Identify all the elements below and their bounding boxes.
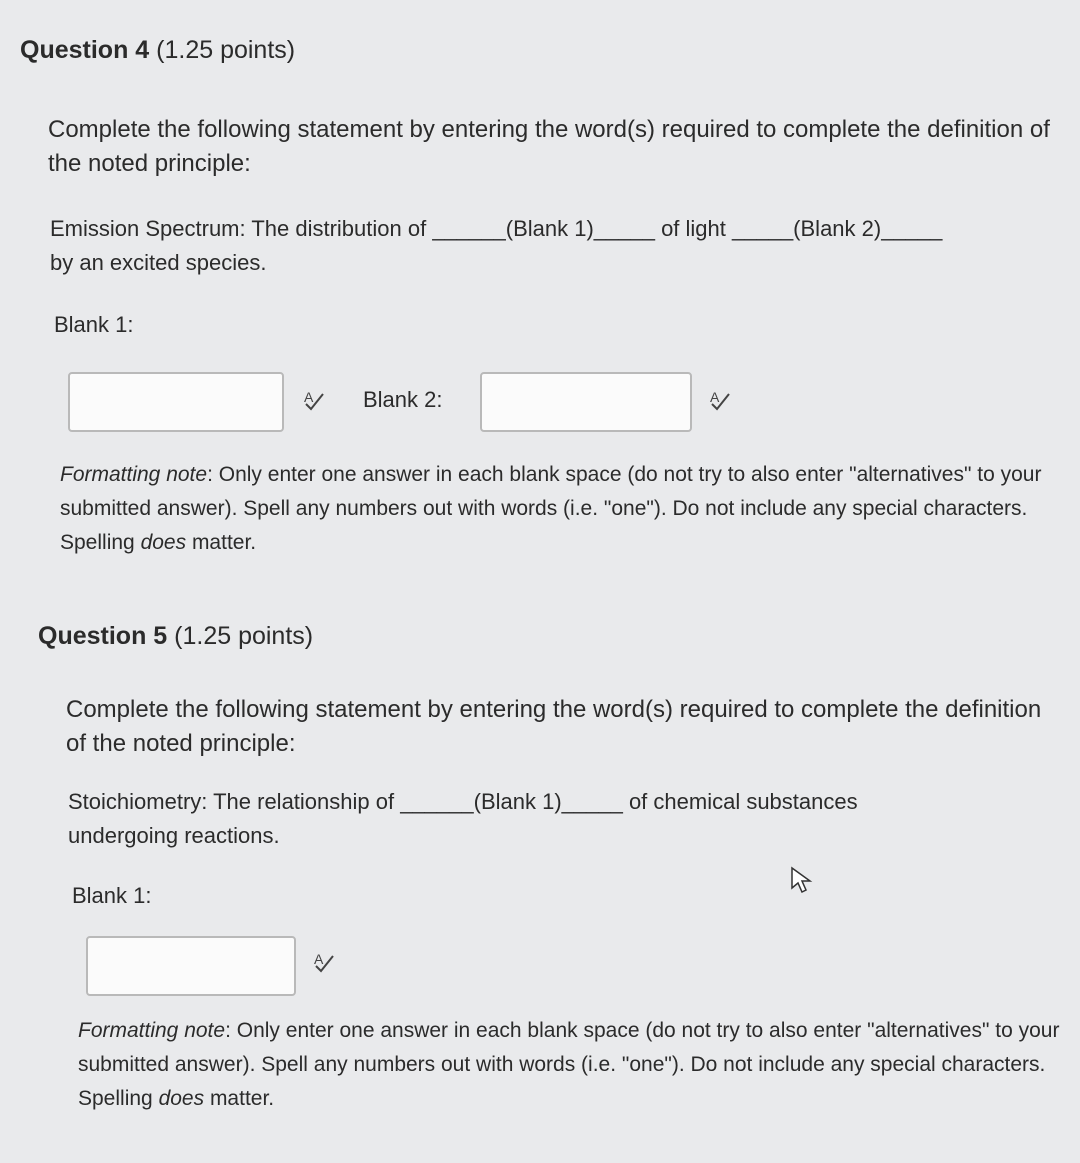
formatting-note xyxy=(78,1014,1068,1116)
note-body-end: matter. xyxy=(204,1087,275,1110)
note-lead: Formatting note xyxy=(78,1019,226,1042)
question-points: (1.25 points) xyxy=(174,622,314,650)
statement-text: undergoing reactions. xyxy=(68,823,280,848)
note-lead: Formatting note xyxy=(60,463,208,486)
question-prompt: Complete the following statement by entering the word(s) required to complete the definition of the noted principle: xyxy=(48,116,1050,177)
question-number: Question 4 xyxy=(20,36,150,64)
note-body: Only enter one answer in each blank space (do not try to also enter "alternatives" to your submitted answer). Spell any numbers out with words (i.e. "one"). Do not include any special characters. Spelling xyxy=(78,1019,1060,1110)
note-body: Only enter one answer in each blank space (do not try to also enter "alternatives" to your submitted answer). Spell any numbers out with words (i.e. "one"). Do not include any special characters. Spelling xyxy=(60,463,1042,554)
blank-2-marker: _____(Blank 2)_____ xyxy=(732,216,943,241)
formatting-note xyxy=(60,458,1050,560)
spell-check-icon[interactable] xyxy=(302,388,326,412)
blank-1-label: Blank 1: xyxy=(54,312,134,337)
question-points: (1.25 points) xyxy=(156,36,296,64)
statement-text: of chemical substances xyxy=(622,789,858,814)
statement-text: Emission Spectrum: The distribution of xyxy=(50,216,433,241)
svg-text:A: A xyxy=(314,951,324,967)
question-statement xyxy=(68,785,968,853)
blank-1-label: Blank 1: xyxy=(72,883,152,908)
svg-text:A: A xyxy=(710,389,720,405)
svg-text:A: A xyxy=(304,389,314,405)
blank-2-input[interactable] xyxy=(480,372,692,432)
question-number: Question 5 xyxy=(38,622,168,650)
statement-text: by an excited species. xyxy=(50,250,267,275)
question-prompt: Complete the following statement by entering the word(s) required to complete the definition of the noted principle: xyxy=(66,696,1042,757)
mouse-cursor-icon xyxy=(790,866,814,896)
note-emphasis: does xyxy=(140,531,187,554)
question-4-title xyxy=(20,36,295,65)
note-body-end: matter. xyxy=(186,531,257,554)
blank-1-input[interactable] xyxy=(68,372,284,432)
question-statement xyxy=(50,212,1060,280)
statement-text: of light xyxy=(654,216,732,241)
blank-2-label: Blank 2: xyxy=(363,387,443,412)
note-colon: : xyxy=(225,1019,237,1042)
blank-1-marker: ______(Blank 1)_____ xyxy=(432,216,655,241)
question-5-title xyxy=(38,622,313,651)
spell-check-icon[interactable] xyxy=(708,388,732,412)
note-colon: : xyxy=(207,463,219,486)
note-emphasis: does xyxy=(158,1087,205,1110)
blank-1-input[interactable] xyxy=(86,936,296,996)
blank-1-marker: ______(Blank 1)_____ xyxy=(400,789,623,814)
spell-check-icon[interactable] xyxy=(312,950,336,974)
statement-text: Stoichiometry: The relationship of xyxy=(68,789,401,814)
